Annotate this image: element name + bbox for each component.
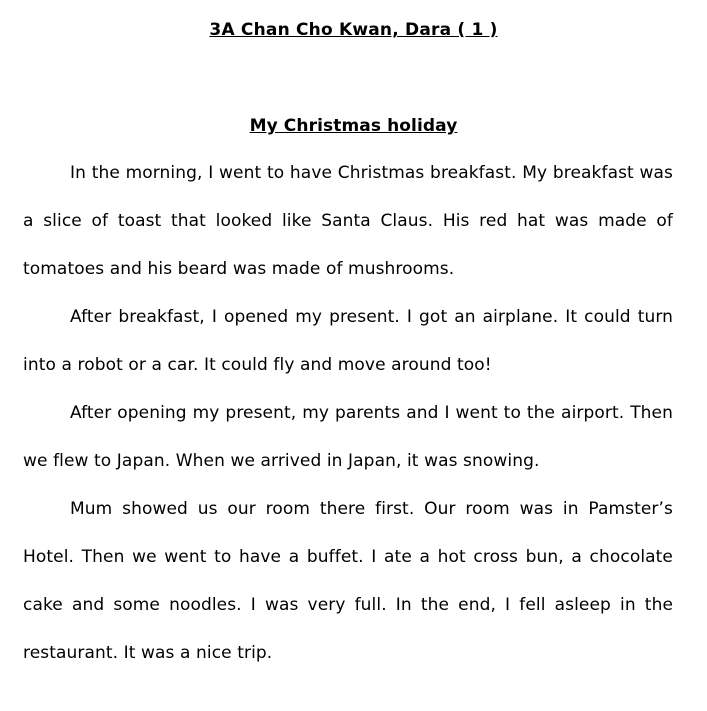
essay-title: My Christmas holiday: [249, 116, 458, 136]
student-header: 3A Chan Cho Kwan, Dara ( 1 ): [209, 20, 498, 40]
paragraph-3: After opening my present, my parents and I went to the airport. Then we flew to Japan. When we arrived in Japan, it was snowing.: [23, 403, 673, 471]
paragraph-1: In the morning, I went to have Christmas breakfast. My breakfast was a slice of toast that looked like Santa Claus. His red hat was made of tomatoes and his beard was made of mushrooms.: [23, 163, 673, 279]
paragraph-2: After breakfast, I opened my present. I got an airplane. It could turn into a robot or a car. It could fly and move around too!: [23, 307, 673, 375]
paragraph-4: Mum showed us our room there first. Our room was in Pamster’s Hotel. Then we went to have a buffet. I ate a hot cross bun, a chocolate cake and some noodles. I was very full. In the end, I fell asleep in the restaurant. It was a nice trip.: [23, 499, 673, 663]
essay-body: [23, 149, 673, 677]
